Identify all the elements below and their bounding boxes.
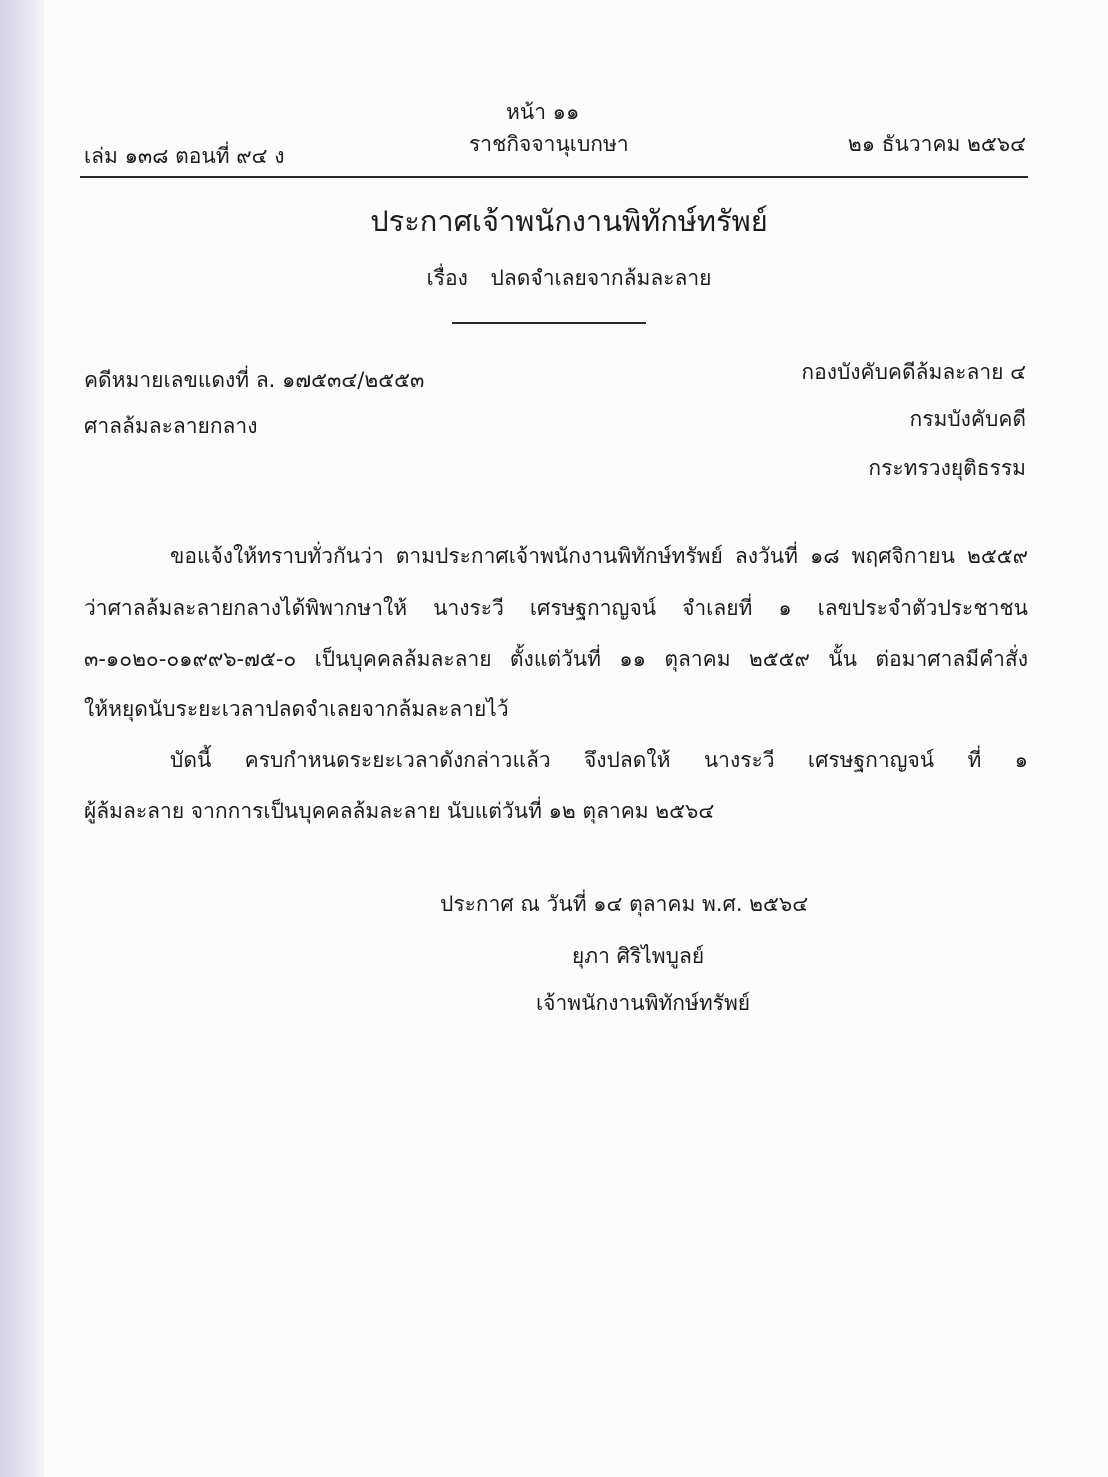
case-number: คดีหมายเลขแดงที่ ล. ๑๗๕๓๔/๒๕๕๓ — [84, 368, 425, 392]
paragraph-2-line-1: บัดนี้ ครบกำหนดระยะเวลาดังกล่าวแล้ว จึงปลดให้ นางระวี เศรษฐกาญจน์ ที่ ๑ — [170, 748, 1028, 772]
subject-label: เรื่อง — [426, 266, 468, 290]
volume-issue: เล่ม ๑๓๘ ตอนที่ ๙๔ ง — [84, 144, 285, 168]
paragraph-2-line-2: ผู้ล้มละลาย จากการเป็นบุคคลล้มละลาย นับแต่วันที่ ๑๒ ตุลาคม ๒๕๖๔ — [84, 799, 715, 823]
title-divider — [452, 322, 646, 324]
signatory-name: ยุภา ศิริไพบูลย์ — [572, 944, 705, 968]
paragraph-1-line-4: ให้หยุดนับระยะเวลาปลดจำเลยจากล้มละลายไว้ — [84, 697, 509, 721]
publication-date: ๒๑ ธันวาคม ๒๕๖๔ — [847, 132, 1026, 156]
header-rule — [80, 176, 1028, 178]
paragraph-1-line-2: ว่าศาลล้มละลายกลางได้พิพากษาให้ นางระวี เศรษฐกาญจน์ จำเลยที่ ๑ เลขประจำตัวประชาชน — [84, 596, 1028, 620]
announcement-title: ประกาศเจ้าพนักงานพิทักษ์ทรัพย์ — [370, 204, 768, 238]
publication-name: ราชกิจจานุเบกษา — [469, 132, 629, 156]
page-number: หน้า ๑๑ — [506, 100, 580, 124]
ministry-name: กระทรวงยุติธรรม — [868, 456, 1026, 480]
division-name: กองบังคับคดีล้มละลาย ๔ — [801, 360, 1026, 384]
department-name: กรมบังคับคดี — [909, 407, 1026, 431]
paragraph-1-line-3: ๓-๑๐๒๐-๐๑๙๙๖-๗๕-๐ เป็นบุคคลล้มละลาย ตั้งแต่วันที่ ๑๑ ตุลาคม ๒๕๕๙ นั้น ต่อมาศาลมีคำสั่ง — [84, 647, 1028, 671]
subject-text: ปลดจำเลยจากล้มละลาย — [490, 266, 712, 290]
signatory-position: เจ้าพนักงานพิทักษ์ทรัพย์ — [536, 991, 751, 1015]
court-name: ศาลล้มละลายกลาง — [84, 414, 258, 438]
announcement-subject — [0, 262, 1108, 295]
announcement-date: ประกาศ ณ วันที่ ๑๔ ตุลาคม พ.ศ. ๒๕๖๔ — [440, 892, 809, 916]
paragraph-1-line-1: ขอแจ้งให้ทราบทั่วกันว่า ตามประกาศเจ้าพนักงานพิทักษ์ทรัพย์ ลงวันที่ ๑๘ พฤศจิกายน ๒๕๕๙ — [170, 544, 1028, 568]
